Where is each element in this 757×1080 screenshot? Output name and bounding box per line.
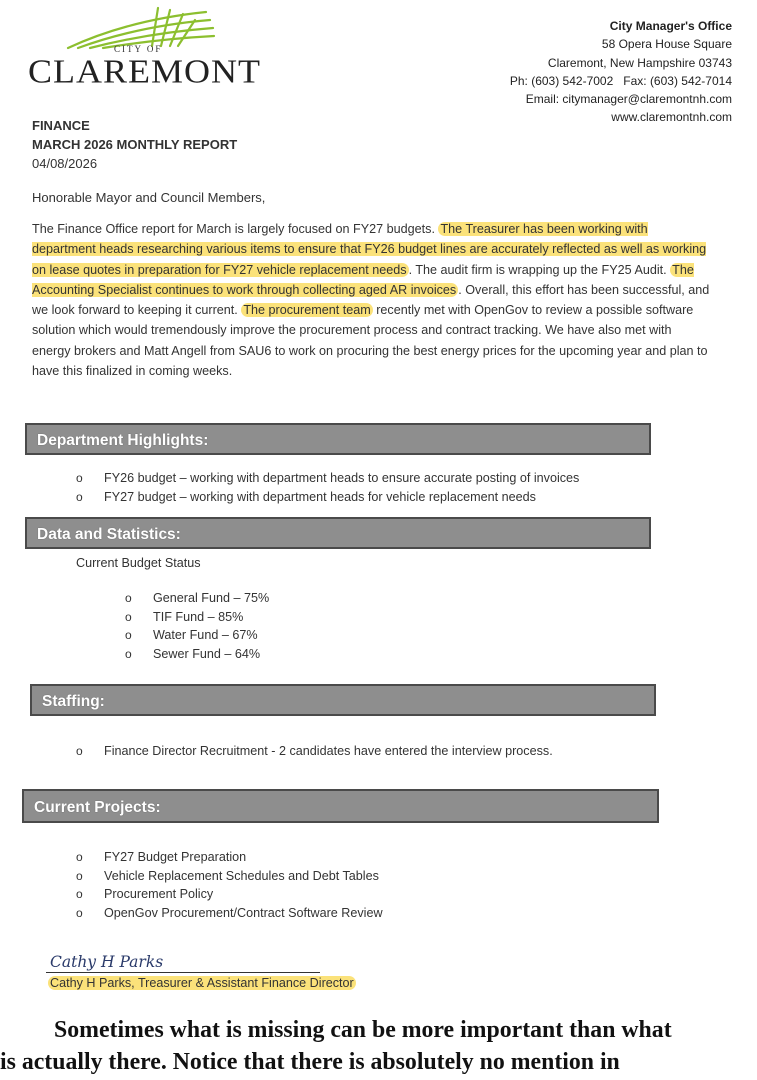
department-name: FINANCE <box>32 118 90 133</box>
list-item: o General Fund – 75% <box>125 589 269 608</box>
signature-name <box>48 976 356 990</box>
body-text: . Overall, this effort has been successful, and we look forward to keeping it current. <box>32 282 710 318</box>
section-bar-projects: Current Projects: <box>22 789 659 823</box>
report-title: MARCH 2026 MONTHLY REPORT <box>32 137 238 152</box>
contact-phone: Ph: (603) 542-7002 Fax: (603) 542-7014 <box>509 73 732 88</box>
list-item: o FY27 Budget Preparation <box>76 848 383 867</box>
commentary-line-1: Sometimes what is missing can be more important than what <box>54 1017 672 1043</box>
city-logo <box>28 6 261 90</box>
highlighted-text: The Accounting Specialist continues to work through collecting aged AR invoices <box>32 262 694 297</box>
contact-address2: Claremont, New Hampshire 03743 <box>547 55 732 70</box>
contact-address1: 58 Opera House Square <box>601 37 732 52</box>
section-bar-staffing: Staffing: <box>30 684 656 716</box>
budget-status-list <box>125 589 269 663</box>
contact-email: Email: citymanager@claremontnh.com <box>525 92 732 107</box>
list-item: o FY26 budget – working with department heads to ensure accurate posting of invoices <box>76 469 579 488</box>
highlighted-text: The procurement team <box>243 303 371 318</box>
logo-city-of: CITY OF <box>114 44 163 54</box>
highlights-list <box>76 469 579 506</box>
body-text: recently met with OpenGov to review a possible software solution which would tremendously improve the procurement process and contract tracking. We have also met with energy brokers and Matt Angell from SAU6 to work on procuring the best energy prices for the upcoming year and plan to have this finalized in coming weeks. <box>32 303 708 379</box>
projects-list <box>76 848 383 922</box>
list-item: o Finance Director Recruitment - 2 candidates have entered the interview process. <box>76 742 553 761</box>
contact-web: www.claremontnh.com <box>611 110 732 125</box>
signature-script: Cathy H Parks <box>50 953 164 971</box>
commentary-text <box>0 1014 757 1078</box>
body-paragraph <box>32 219 712 381</box>
body-text: . The audit firm is wrapping up the FY25 Audit. <box>408 262 671 277</box>
budget-status-label: Current Budget Status <box>76 556 201 570</box>
list-item: o Sewer Fund – 64% <box>125 645 269 664</box>
report-date: 04/08/2026 <box>32 156 98 171</box>
list-item: o OpenGov Procurement/Contract Software Review <box>76 904 383 923</box>
list-item: o Water Fund – 67% <box>125 626 269 645</box>
section-bar-highlights: Department Highlights: <box>25 423 651 455</box>
list-item: o Procurement Policy <box>76 885 383 904</box>
contact-block <box>510 17 732 127</box>
staffing-list <box>76 742 553 761</box>
salutation: Honorable Mayor and Council Members, <box>32 190 266 205</box>
report-header <box>32 116 237 173</box>
list-item: o Vehicle Replacement Schedules and Debt Tables <box>76 867 383 886</box>
contact-office: City Manager's Office <box>609 19 732 33</box>
signature-line <box>46 972 320 973</box>
highlighted-text: The Treasurer has been working with department heads researching various items to ensure that FY26 budget lines are accurately reflected as well as working on lease quotes in preparation for FY27 vehicle replacement needs <box>32 222 707 277</box>
section-bar-data: Data and Statistics: <box>25 517 651 549</box>
list-item: o FY27 budget – working with department heads for vehicle replacement needs <box>76 488 579 507</box>
commentary-line-2: is actually there. Notice that there is absolutely no mention in <box>0 1049 620 1075</box>
highlighted-text: Cathy H Parks, Treasurer & Assistant Finance Director <box>50 976 354 990</box>
logo-claremont: CLAREMONT <box>28 52 261 90</box>
body-text: The Finance Office report for March is largely focused on FY27 budgets. <box>32 222 439 236</box>
list-item: o TIF Fund – 85% <box>125 608 269 627</box>
